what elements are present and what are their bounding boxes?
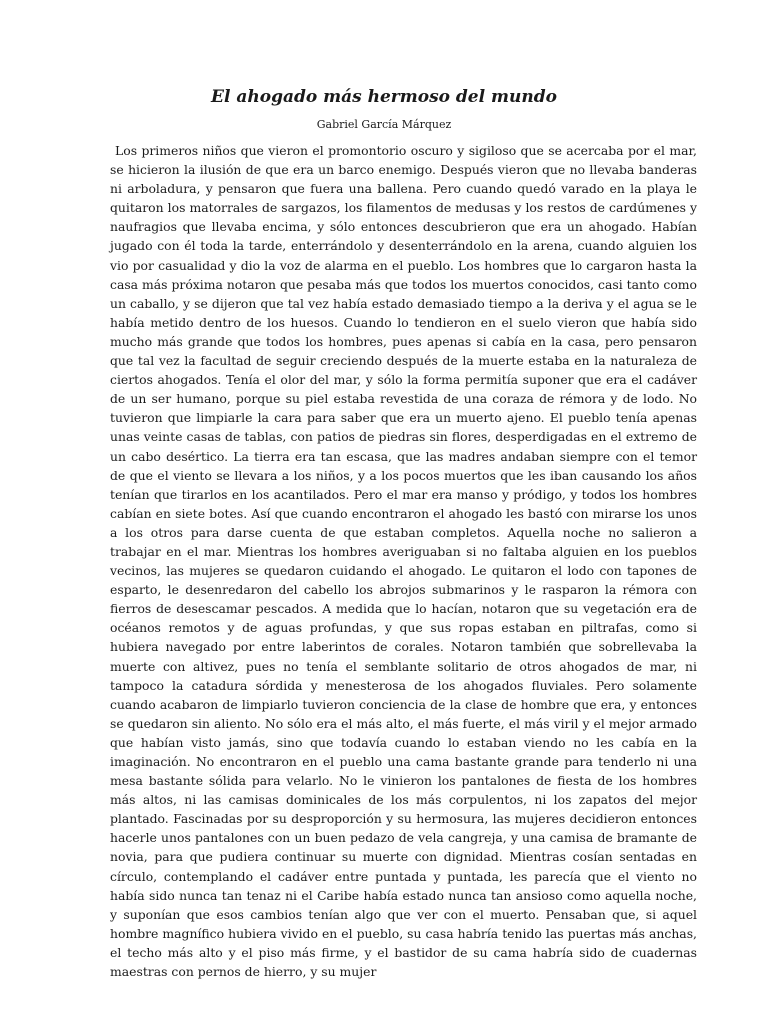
document-title: El ahogado más hermoso del mundo [211, 87, 557, 107]
document-author: Gabriel García Márquez [316, 118, 452, 131]
document-body-paragraph: Los primeros niños que vieron el promontorio oscuro y sigiloso que se acercaba por el mar, se hicieron la ilusión de que era un barco enemigo. Después vieron que no llevaba banderas ni arboladura, y pensaron que fuera una ballena. Pero cuando quedó varado en la playa le quitaron los matorrales de sargazos, los filamentos de medusas y los restos de cardúmenes y naufragios que llevaba encima, y sólo entonces descubrieron que era un ahogado. Habían jugado con él toda la tarde, enterrándolo y desenterrándolo en la arena, cuando alguien los vio por casualidad y dio la voz de alarma en el pueblo. Los hombres que lo cargaron hasta la casa más próxima notaron que pesaba más que todos los muertos conocidos, casi tanto como un caballo, y se dijeron que tal vez había estado demasiado tiempo a la deriva y el agua se le había metido dentro de los huesos. Cuando lo tendieron en el suelo vieron que había sido mucho más grande que todos los hombres, pues apenas si cabía en la casa, pero pensaron que tal vez la facultad de seguir creciendo después de la muerte estaba en la naturaleza de ciertos ahogados. Tenía el olor del mar, y sólo la forma permitía suponer que era el cadáver de un ser humano, porque su piel estaba revestida de una coraza de rémora y de lodo. No tuvieron que limpiarle la cara para saber que era un muerto ajeno. El pueblo tenía apenas unas veinte casas de tablas, con patios de piedras sin flores, desperdigadas en el extremo de un cabo desértico. La tierra era tan escasa, que las madres andaban siempre con el temor de que el viento se llevara a los niños, y a los pocos muertos que les iban causando los años tenían que tirarlos en los acantilados. Pero el mar era manso y pródigo, y todos los hombres cabían en siete botes. Así que cuando encontraron el ahogado les bastó con mirarse los unos a los otros para darse cuenta de que estaban completos. Aquella noche no salieron a trabajar en el mar. Mientras los hombres averiguaban si no faltaba alguien en los pueblos vecinos, las mujeres se quedaron cuidando el ahogado. Le quitaron el lodo con tapones de esparto, le desenredaron del cabello los abrojos submarinos y le rasparon la rémora con fierros de desescamar pescados. A medida que lo hacían, notaron que su vegetación era de océanos remotos y de aguas profundas, y que sus ropas estaban en piltrafas, como si hubiera navegado por entre laberintos de corales. Notaron también que sobrellevaba la muerte con altivez, pues no tenía el semblante solitario de otros ahogados de mar, ni tampoco la catadura sórdida y menesterosa de los ahogados fluviales. Pero solamente cuando acabaron de limpiarlo tuvieron conciencia de la clase de hombre que era, y entonces se quedaron sin aliento. No sólo era el más alto, el más fuerte, el más viril y el mejor armado que habían visto jamás, sino que todavía cuando lo estaban viendo no les cabía en la imaginación. No encontraron en el pueblo una cama bastante grande para tenderlo ni una mesa bastante sólida para velarlo. No le vinieron los pantalones de fiesta de los hombres más altos, ni las camisas dominicales de los más corpulentos, ni los zapatos del mejor plantado. Fascinadas por su desproporción y su hermosura, las mujeres decidieron entonces hacerle unos pantalones con un buen pedazo de vela cangreja, y una camisa de bramante de novia, para que pudiera continuar su muerte con dignidad. Mientras cosían sentadas en círculo, contemplando el cadáver entre puntada y puntada, les parecía que el viento no había sido nunca tan tenaz ni el Caribe había estado nunca tan ansioso como aquella noche, y suponían que esos cambios tenían algo que ver con el muerto. Pensaban que, si aquel hombre magnífico hubiera vivido en el pueblo, su casa habría tenido las puertas más anchas, el techo más alto y el piso más firme, y el bastidor de su cama habría sido de cuadernas maestras con pernos de hierro, y su mujer [110, 143, 697, 980]
